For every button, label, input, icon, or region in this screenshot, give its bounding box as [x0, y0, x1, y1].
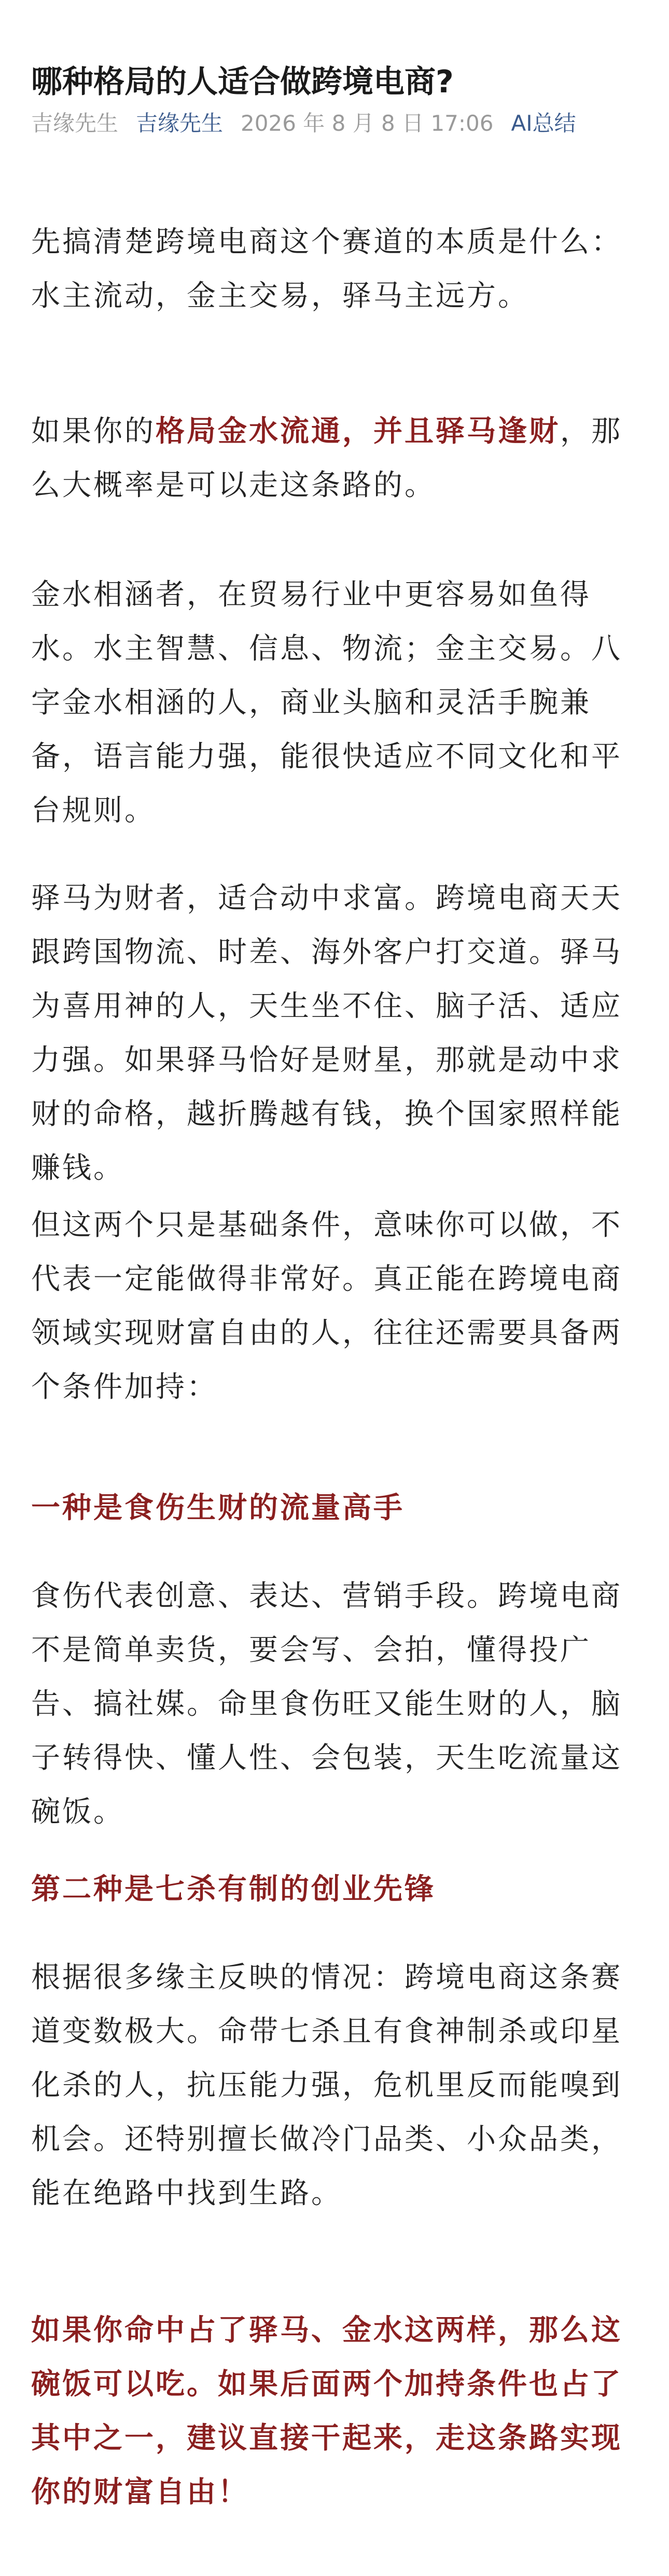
- paragraph-condition: [31, 405, 638, 513]
- section-heading-1: 一种是食伤生财的流量高手: [31, 1491, 405, 1525]
- paragraph-conclusion: 如果你命中占了驿马、金水这两样，那么这碗饭可以吃。如果后面两个加持条件也占了其中之一，建议直接干起来，走这条路实现你的财富自由！: [31, 2313, 622, 2509]
- author-name: 吉缘先生: [31, 111, 119, 136]
- paragraph-essence: 先搞清楚跨境电商这个赛道的本质是什么：水主流动，金主交易，驿马主远方。: [31, 225, 622, 313]
- paragraph-entrepreneur: 根据很多缘主反映的情况：跨境电商这条赛道变数极大。命带七杀且有食神制杀或印星化杀的人，抗压能力强，危机里反而能嗅到机会。还特别擅长做冷门品类、小众品类，能在绝路中找到生路。: [31, 1961, 622, 2210]
- paragraph-basic-conditions: 但这两个只是基础条件，意味你可以做，不代表一定能做得非常好。真正能在跨境电商领域实现财富自由的人，往往还需要具备两个条件加持：: [31, 1208, 622, 1404]
- section-heading-2: 第二种是七杀有制的创业先锋: [31, 1872, 436, 1906]
- publish-datetime: 2026 年 8 月 8 日 17:06: [241, 111, 494, 136]
- paragraph-traffic-expert: 食伤代表创意、表达、营销手段。跨境电商不是简单卖货，要会写、会拍，懂得投广告、搞社媒。命里食伤旺又能生财的人，脑子转得快、懂人性、会包装，天生吃流量这碗饭。: [31, 1579, 622, 1829]
- ai-summary-link[interactable]: AI总结: [511, 111, 576, 136]
- author-link[interactable]: 吉缘先生: [136, 111, 224, 136]
- paragraph-condition-post: ，那么大概率是可以走这条路的。: [31, 415, 622, 502]
- paragraph-condition-pre: 如果你的: [31, 415, 156, 448]
- article-title: 哪种格局的人适合做跨境电商?: [31, 64, 454, 101]
- paragraph-metal-water: 金水相涵者，在贸易行业中更容易如鱼得水。水主智慧、信息、物流；金主交易。八字金水相涵的人，商业头脑和灵活手腕兼备，语言能力强，能很快适应不同文化和平台规则。: [31, 578, 622, 828]
- paragraph-travel-horse: 驿马为财者，适合动中求富。跨境电商天天跟跨国物流、时差、海外客户打交道。驿马为喜用神的人，天生坐不住、脑子活、适应力强。如果驿马恰好是财星，那就是动中求财的命格，越折腾越有钱，换个国家照样能赚钱。: [31, 881, 622, 1185]
- article-meta: [31, 106, 576, 137]
- paragraph-condition-highlight: 格局金水流通，并且驿马逢财: [156, 415, 560, 448]
